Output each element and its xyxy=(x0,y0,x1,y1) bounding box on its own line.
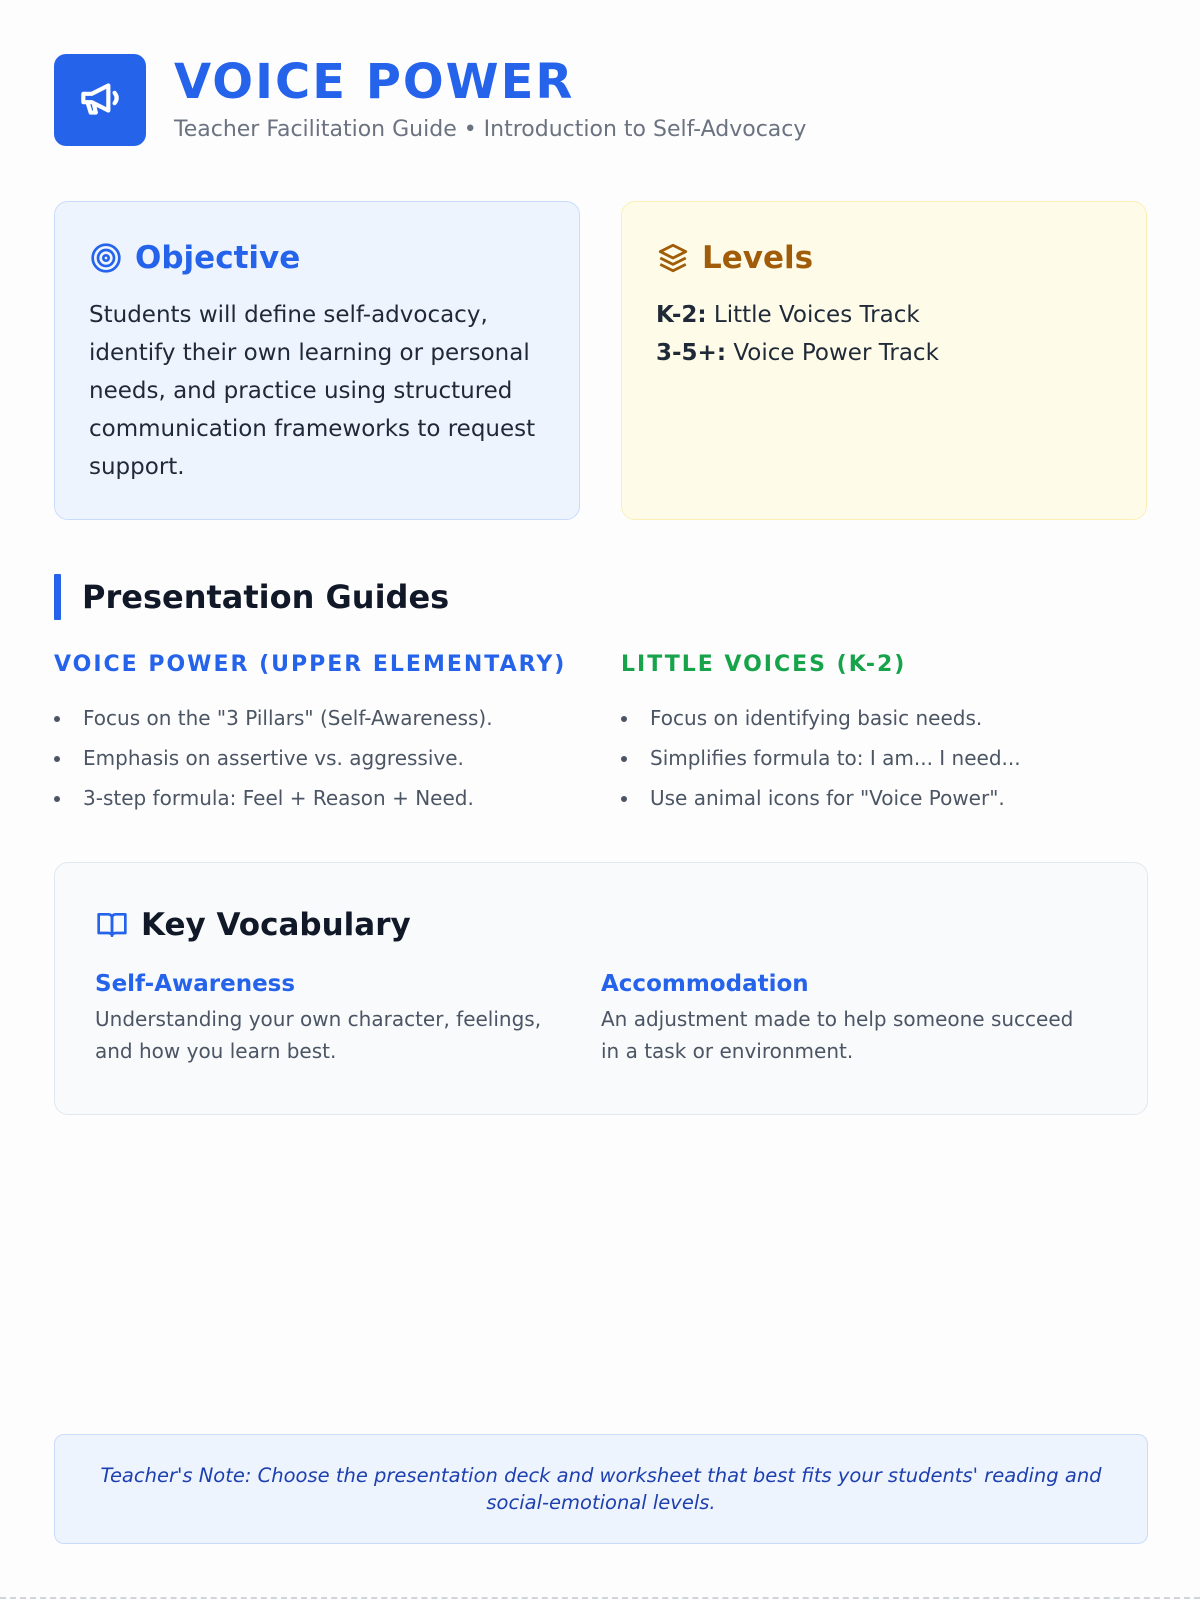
list-item: Simplifies formula to: I am... I need... xyxy=(621,738,1141,778)
teacher-note-text: Teacher's Note: Choose the presentation deck and worksheet that best fits your students' reading and social-emotional levels. xyxy=(100,1464,1102,1514)
page-bottom-divider xyxy=(0,1597,1200,1599)
level-grade: K-2: xyxy=(656,302,707,328)
list-item: Focus on identifying basic needs. xyxy=(621,698,1141,738)
guide-upper-elementary xyxy=(54,650,574,818)
vocab-definition: An adjustment made to help someone succeed in a task or environment. xyxy=(601,1007,1074,1063)
page-header xyxy=(54,54,1148,146)
guide-page xyxy=(54,0,1148,1600)
page-subtitle: Teacher Facilitation Guide • Introduction to Self-Advocacy xyxy=(174,117,807,142)
vocab-term: Accommodation xyxy=(601,971,809,997)
guide-title: LITTLE VOICES (K-2) xyxy=(621,652,907,677)
list-item: 3-step formula: Feel + Reason + Need. xyxy=(54,778,574,818)
objective-title: Objective xyxy=(135,240,301,276)
objective-text: Students will define self-advocacy, identify their own learning or personal needs, and practice using structured communication frameworks to request support. xyxy=(89,302,536,480)
vocab-item xyxy=(95,969,601,1067)
list-item: Use animal icons for "Voice Power". xyxy=(621,778,1141,818)
vocab-item xyxy=(601,969,1107,1067)
objective-card xyxy=(54,201,580,520)
level-item xyxy=(656,334,1112,372)
list-item: Focus on the "3 Pillars" (Self-Awareness). xyxy=(54,698,574,738)
level-track: Little Voices Track xyxy=(713,302,920,328)
teacher-note xyxy=(54,1434,1148,1544)
book-icon xyxy=(95,908,129,942)
level-track: Voice Power Track xyxy=(733,340,939,366)
section-title: Presentation Guides xyxy=(82,578,450,616)
list-item: Emphasis on assertive vs. aggressive. xyxy=(54,738,574,778)
guide-little-voices xyxy=(621,650,1141,818)
presentation-guides-heading xyxy=(54,574,449,620)
megaphone-icon xyxy=(75,73,125,127)
page-title: VOICE POWER xyxy=(174,54,575,110)
guide-title: VOICE POWER (UPPER ELEMENTARY) xyxy=(54,652,567,677)
target-icon xyxy=(89,241,123,275)
key-vocabulary-card xyxy=(54,862,1148,1115)
levels-card xyxy=(621,201,1147,520)
section-accent-bar xyxy=(54,574,61,620)
vocab-definition: Understanding your own character, feelings, and how you learn best. xyxy=(95,1007,542,1063)
vocab-term: Self-Awareness xyxy=(95,971,296,997)
levels-title: Levels xyxy=(702,240,814,276)
logo xyxy=(54,54,146,146)
vocabulary-title: Key Vocabulary xyxy=(141,907,411,943)
level-item xyxy=(656,296,1112,334)
layers-icon xyxy=(656,241,690,275)
level-grade: 3-5+: xyxy=(656,340,727,366)
